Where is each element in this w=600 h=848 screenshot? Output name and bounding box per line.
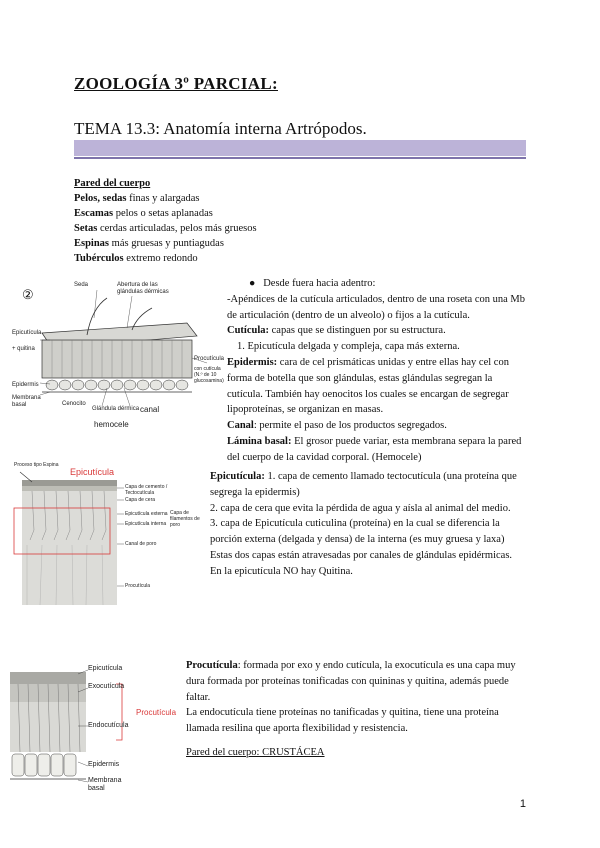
epicuticle-description bbox=[210, 469, 528, 580]
label-basal-membrane: Membrana basal bbox=[88, 777, 122, 792]
page-number: 1 bbox=[519, 798, 526, 810]
label-cenocyte: Cenocito bbox=[62, 401, 86, 407]
procuticle-diagram bbox=[8, 662, 183, 802]
label-pore-filaments: Capa de filamentos de poro bbox=[170, 510, 200, 528]
label-spine-process: Proceso tipo Espina bbox=[14, 462, 59, 468]
appendages-text: -Apéndices de la cutícula articulados, dentro de una roseta con una Mb de articulación (dentro de un alveolo) o fijos a la cutícula. bbox=[227, 293, 525, 321]
procuticle-description bbox=[186, 658, 528, 761]
label-dermal-gland: Glándula dérmica bbox=[92, 406, 140, 412]
label-seta: Seda bbox=[74, 282, 89, 288]
label-hemocoel: hemocele bbox=[94, 420, 129, 429]
crustacea-heading: Pared del cuerpo: CRUSTÁCEA bbox=[186, 746, 325, 758]
body-wall-section bbox=[74, 176, 334, 266]
document-title: ZOOLOGÍA 3º PARCIAL: bbox=[74, 74, 278, 93]
label-chitin: + quitina bbox=[12, 346, 35, 352]
cuticle-diagram bbox=[12, 278, 225, 430]
epicuticle-line: 1. Epicutícula delgada y compleja, capa más externa. bbox=[237, 341, 460, 353]
label-epidermis: Epidermis bbox=[12, 382, 39, 388]
basal-lamina-text: Lámina basal: El grosor puede variar, esta membrana separa la pared del cuerpo de la cavidad corporal. (Hemocele) bbox=[227, 435, 522, 463]
epicuticle-p4: Estas dos capas están atravesadas por canales de glándulas epidérmicas. bbox=[210, 549, 513, 561]
layers-description bbox=[227, 276, 527, 466]
epicuticle-diagram bbox=[12, 460, 200, 605]
list-item: Espinas más gruesas y puntiagudas bbox=[74, 238, 224, 249]
label-epicuticle: Epicutícula bbox=[12, 330, 42, 336]
epicuticle-diagram-drawing bbox=[12, 460, 200, 605]
body-wall-heading: Pared del cuerpo bbox=[74, 178, 151, 189]
label-basal-membrane: Membrana basal bbox=[12, 395, 41, 408]
figure-number: ② bbox=[22, 287, 34, 302]
title-band bbox=[74, 140, 526, 156]
label-procuticle: Procutícula bbox=[194, 356, 225, 362]
list-item: Pelos, sedas finas y alargadas bbox=[74, 193, 200, 204]
title-band-rule bbox=[74, 157, 526, 159]
bullet-item: ● Desde fuera hacia adentro: bbox=[249, 278, 376, 289]
list-item: Tubérculos extremo redondo bbox=[74, 253, 198, 264]
label-inner-epicuticle: Epicutícula interna bbox=[125, 521, 167, 527]
epicuticle-red-label: Epicutícula bbox=[70, 467, 115, 477]
label-endocuticle: Endocutícula bbox=[88, 722, 129, 729]
label-outer-epicuticle: Epicutícula externa bbox=[125, 511, 168, 517]
label-gland-opening: Abertura de las glándulas dérmicas bbox=[117, 282, 169, 295]
epicuticle-p1: Epicutícula: 1. capa de cemento llamado tectocutícula (una proteína que segrega la epidermis) bbox=[210, 471, 517, 498]
label-canal: canal bbox=[140, 405, 160, 414]
topic-title: TEMA 13.3: Anatomía interna Artrópodos. bbox=[74, 119, 367, 138]
procuticle-p1: Procutícula: formada por exo y endo cutícula, la exocutícula es una capa muy dura formada por proteínas tonificadas con quininas y quitina, además puede faltar. bbox=[186, 660, 516, 703]
label-procuticle: Procutícula bbox=[125, 583, 151, 589]
list-item: Setas cerdas articuladas, pelos más gruesos bbox=[74, 223, 257, 234]
label-procuticle-sub: con cutícula (N.º de 10 glucosamina) bbox=[194, 366, 224, 384]
list-item: Escamas pelos o setas aplanadas bbox=[74, 208, 213, 219]
epicuticle-p2: 2. capa de cera que evita la pérdida de agua y aísla al animal del medio. bbox=[210, 502, 511, 514]
epidermis-text: Epidermis: cara de cel prismáticas unidas y entre ellas hay cel con forma de botella que son glándulas, estas glándulas segregan la cutícula. También hay oenocitos los cuales se encargan de segregar lipoproteínas, se organizan en masas. bbox=[227, 356, 509, 416]
label-pore-canal: Canal de poro bbox=[125, 541, 157, 547]
epicuticle-p5: En la epicutícula NO hay Quitina. bbox=[210, 565, 353, 577]
label-wax-layer: Capa de cera bbox=[125, 497, 156, 503]
label-epicuticle: Epicutícula bbox=[88, 665, 123, 672]
epicuticle-p3: 3. capa de Epicutícula cuticulina (proteína) en la cual se diferencia la porción externa (delgada y densa) de la interna (es muy gruesa y laxa) bbox=[210, 518, 505, 546]
label-cement-layer: Capa de cemento / Tectocutícula bbox=[125, 484, 168, 496]
canal-text: Canal: permite el paso de los productos segregados. bbox=[227, 420, 447, 432]
cuticle-text: Cutícula: capas que se distinguen por su estructura. bbox=[227, 325, 446, 337]
label-epidermis: Epidermis bbox=[88, 761, 120, 768]
procuticle-p2: La endocutícula tiene proteínas no tanificadas y quitina, tiene una proteína llamada resilina que aporta flexibilidad y resistencia. bbox=[186, 707, 499, 735]
procuticle-red-label: Procutícula bbox=[136, 708, 177, 717]
label-exocuticle: Exocutícula bbox=[88, 683, 125, 690]
